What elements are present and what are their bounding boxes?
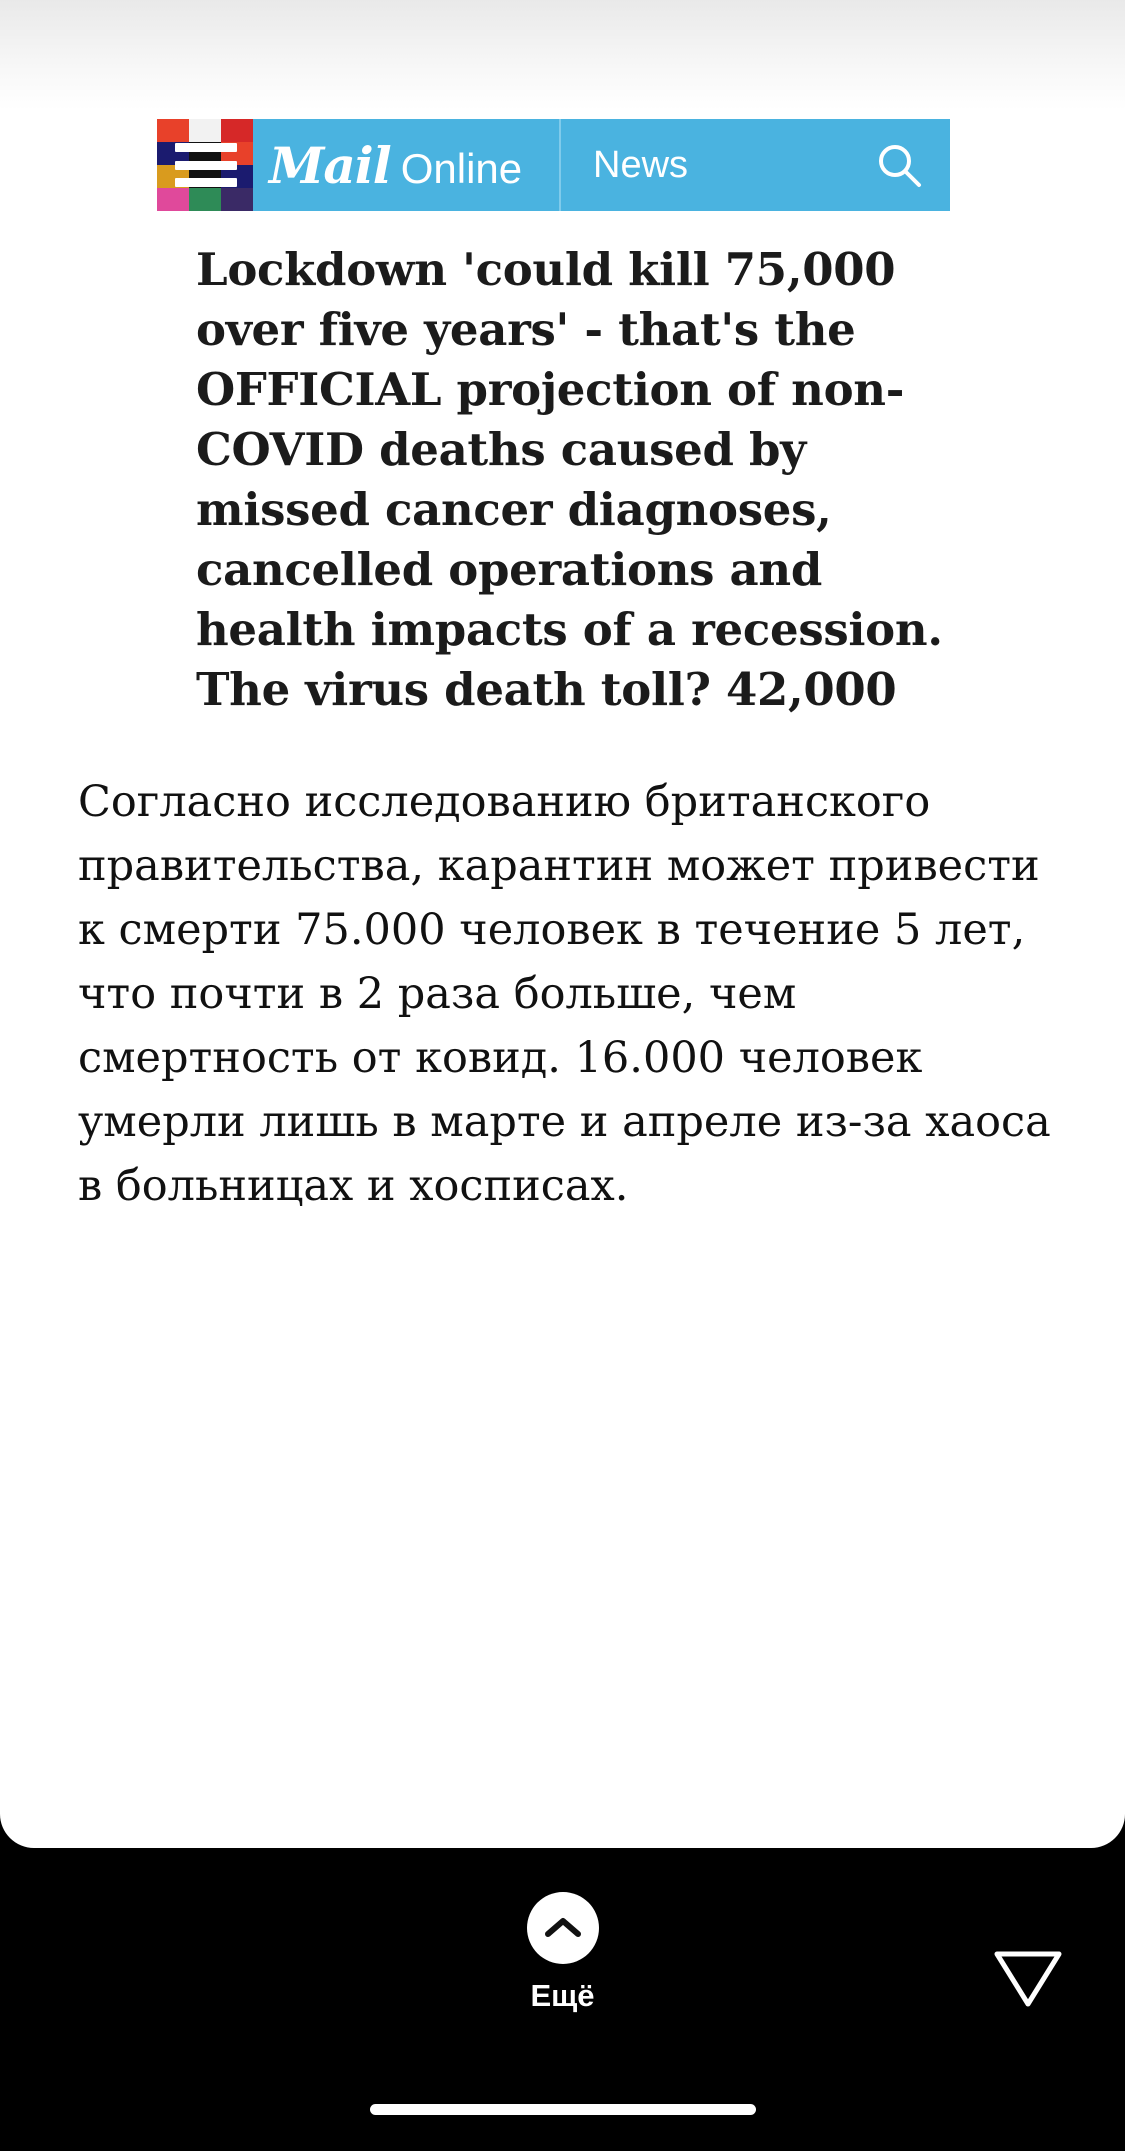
- article-headline: Lockdown 'could kill 75,000 over five years' - that's the OFFICIAL projection of non-COVID deaths caused by missed cancer diagnoses, cancelled operations and health impacts of a recession. The virus death toll? 42,000: [196, 243, 943, 716]
- home-indicator: [370, 2104, 756, 2115]
- search-icon[interactable]: [876, 142, 922, 188]
- publisher-name-primary: Mail: [269, 135, 391, 195]
- chevron-up-icon[interactable]: [527, 1892, 599, 1964]
- section-label: News: [593, 143, 689, 186]
- status-area-gradient: [0, 0, 1125, 110]
- section-bar[interactable]: [561, 119, 950, 211]
- bottom-action-bar: [0, 1848, 1125, 2151]
- publisher-header[interactable]: [157, 119, 950, 211]
- publisher-logo-block[interactable]: [157, 119, 561, 211]
- publisher-wordmark: [269, 136, 522, 195]
- hamburger-menu-icon[interactable]: [175, 143, 237, 187]
- more-button[interactable]: [527, 1892, 599, 2014]
- more-button-label: Ещё: [530, 1978, 595, 2013]
- send-arrow-icon[interactable]: [991, 1940, 1065, 2014]
- article-body: Согласно исследованию британского правительства, карантин может привести к смерти 75.000 человек в течение 5 лет, что почти в 2 раза больше, чем смертность от ковид. 16.000 человек умерли лишь в марте и апреле из-за хаоса в больницах и хосписах.: [78, 777, 1051, 1211]
- publisher-name-secondary: Online: [400, 144, 523, 192]
